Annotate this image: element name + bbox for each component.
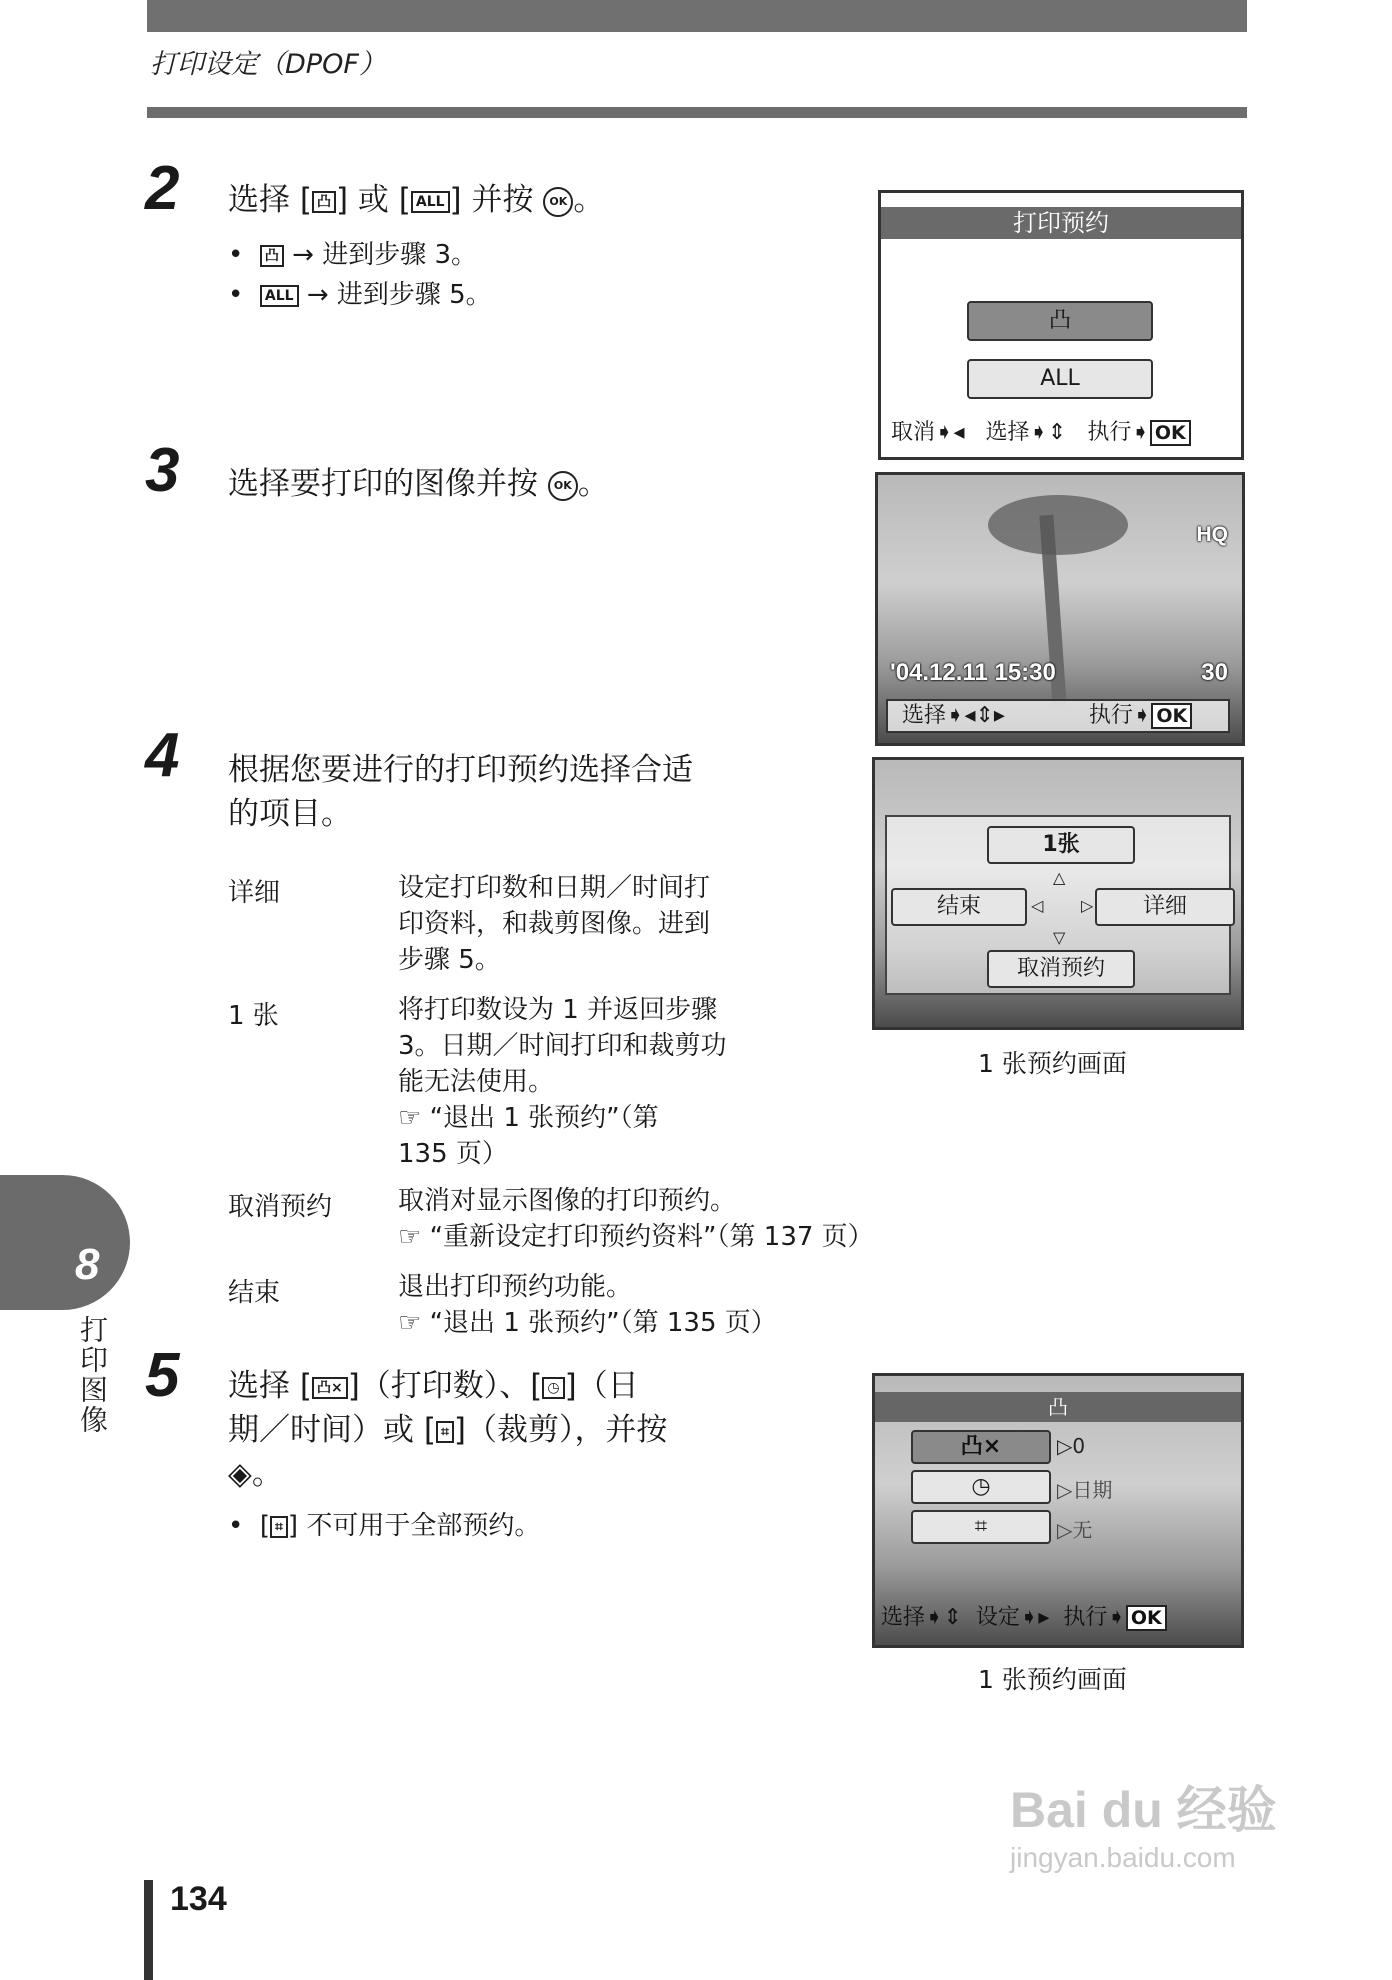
step-3-heading: 选择要打印的图像并按 OK 。	[228, 466, 609, 502]
option-term-detail: 详细	[228, 878, 281, 908]
print-single-icon: 凸	[260, 245, 284, 267]
print-single-icon: 凸	[312, 191, 336, 213]
chapter-tab	[0, 1175, 130, 1310]
watermark-brand: Bai du 经验	[1010, 1782, 1277, 1838]
header-rule	[147, 107, 1247, 118]
screen-title: 打印预约	[881, 207, 1241, 239]
quality-label: HQ	[1196, 523, 1228, 546]
up-arrow-icon: △	[1053, 868, 1066, 887]
ok-button-icon: OK	[548, 471, 578, 501]
option-term-exit: 结束	[228, 1278, 281, 1308]
step-5-number: 5	[145, 1341, 180, 1410]
image-select-screen	[875, 472, 1245, 746]
reference-icon: ☞	[398, 1222, 430, 1252]
page-header-title: 打印设定（DPOF）	[150, 49, 386, 80]
option-desc-detail: 设定打印数和日期／时间打 印资料，和裁剪图像。进到 步骤 5。	[398, 873, 711, 975]
down-arrow-icon: ▽	[1053, 928, 1066, 947]
trim-icon: ⌗	[436, 1421, 454, 1443]
trim-icon: ⌗	[270, 1516, 288, 1538]
print-count-icon: 凸×	[312, 1377, 348, 1399]
chapter-number: 8	[75, 1240, 100, 1289]
left-arrow-icon: ◁	[1031, 896, 1044, 915]
step-2-bullet-2: • ALL → 进到步骤 5。	[228, 280, 492, 310]
screen-hint-bar: 取消➧◂ 选择➧⇕ 执行➧ OK	[891, 415, 1191, 446]
print-all-icon: ALL	[260, 285, 299, 307]
option-term-single: 1 张	[228, 1001, 279, 1031]
single-print-option[interactable]: 凸	[967, 301, 1153, 341]
option-desc-exit: 退出打印预约功能。 ☞ “退出 1 张预约”（第 135 页）	[398, 1272, 777, 1338]
frame-number: 30	[1201, 659, 1228, 686]
top-bar	[147, 0, 1247, 32]
screen-caption: 1 张预约画面	[978, 1049, 1127, 1078]
reference-icon: ☞	[398, 1103, 430, 1133]
step-2-number: 2	[145, 154, 180, 223]
reference-icon: ☞	[398, 1308, 430, 1338]
option-desc-single: 将打印数设为 1 并返回步骤 3。日期／时间打印和裁剪功 能无法使用。 ☞ “退出 1 张预约”（第 135 页）	[398, 995, 727, 1169]
print-settings-screen	[872, 1373, 1244, 1648]
cancel-order-button[interactable]: 取消预约	[987, 950, 1135, 988]
step-5-heading: 选择 [ 凸× ]（打印数）、[ ◷ ]（日 期／时间）或 [ ⌗ ]（裁剪），并按 ◈。	[228, 1368, 668, 1492]
print-order-menu-screen	[878, 190, 1244, 460]
print-count-option[interactable]: 凸×	[911, 1430, 1051, 1464]
right-arrow-icon: ▷	[1081, 896, 1094, 915]
step-2-heading: 选择 [ 凸 ] 或 [ ALL ] 并按 OK 。	[228, 182, 605, 218]
screen-hint-bar: 选择➧⇕ 设定➧▸ 执行➧ OK	[881, 1600, 1167, 1631]
one-print-button[interactable]: 1张	[987, 826, 1135, 864]
all-print-option[interactable]: ALL	[967, 359, 1153, 399]
baidu-watermark	[1010, 1770, 1277, 1874]
single-order-menu-screen	[872, 757, 1244, 1030]
date-value: ▷日期	[1057, 1478, 1113, 1502]
screen-title-icon: 凸	[875, 1392, 1241, 1422]
right-dial-icon: ◈	[228, 1456, 252, 1492]
page-number: 134	[170, 1880, 227, 1918]
chapter-label: 打印图像	[76, 1315, 109, 1435]
exit-button[interactable]: 结束	[891, 888, 1027, 926]
option-term-cancel: 取消预约	[228, 1192, 333, 1222]
page-number-bar	[144, 1880, 153, 1980]
print-all-icon: ALL	[411, 191, 450, 213]
detail-button[interactable]: 详细	[1095, 888, 1235, 926]
date-time-stamp: '04.12.11 15:30	[890, 659, 1056, 686]
trim-option[interactable]: ⌗	[911, 1510, 1051, 1544]
watermark-url: jingyan.baidu.com	[1010, 1842, 1236, 1873]
screen-hint-bar: 选择➧◂⇕▸ 执行➧ OK	[886, 699, 1230, 733]
palm-leaves	[988, 495, 1128, 555]
option-desc-cancel: 取消对显示图像的打印预约。 ☞ “重新设定打印预约资料”（第 137 页）	[398, 1186, 874, 1252]
clock-icon: ◷	[542, 1377, 564, 1399]
step-3-number: 3	[145, 436, 180, 505]
step-5-bullet: • [ ⌗ ] 不可用于全部预约。	[228, 1511, 541, 1541]
date-option[interactable]: ◷	[911, 1470, 1051, 1504]
step-4-heading: 根据您要进行的打印预约选择合适 的项目。	[228, 752, 693, 832]
trim-value: ▷无	[1057, 1518, 1093, 1542]
step-2-bullet-1: • 凸 → 进到步骤 3。	[228, 240, 477, 270]
ok-button-icon: OK	[543, 187, 573, 217]
print-count-value: ▷0	[1057, 1434, 1086, 1458]
screen-caption: 1 张预约画面	[978, 1665, 1127, 1694]
step-4-number: 4	[145, 721, 180, 790]
